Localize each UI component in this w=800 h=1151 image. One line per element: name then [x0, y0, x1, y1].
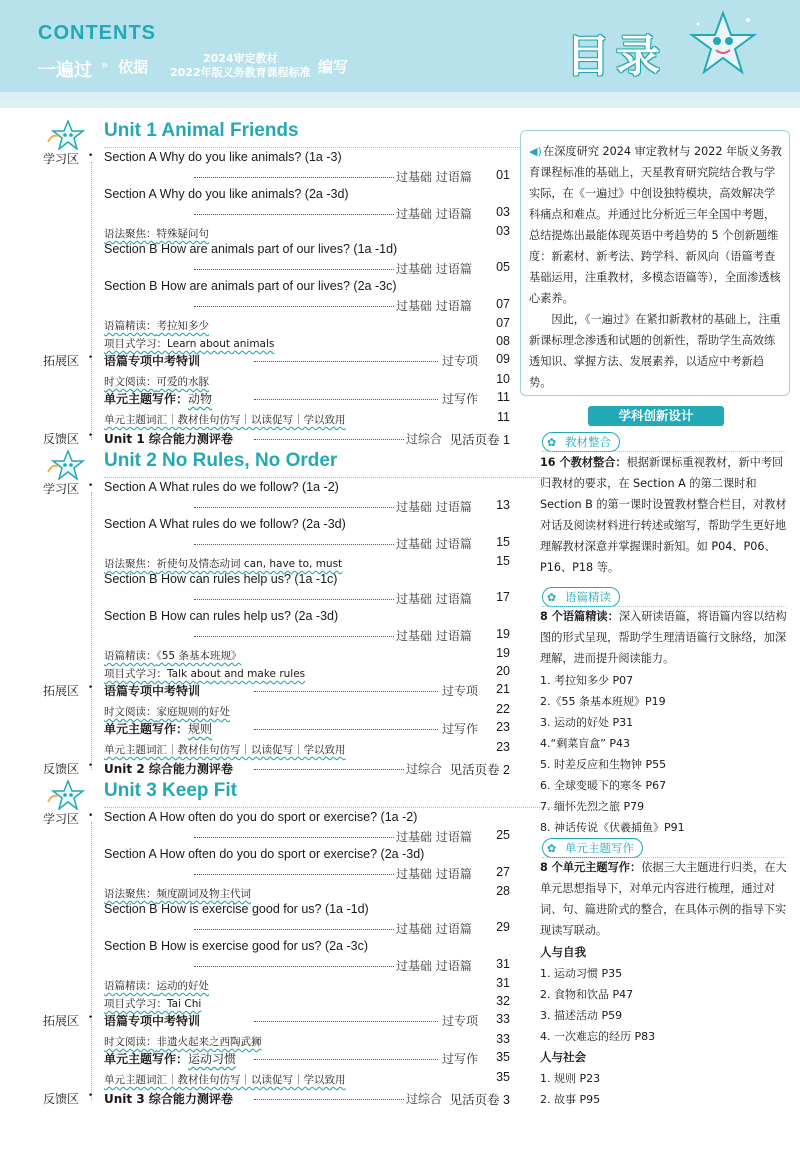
page-header: [0, 0, 800, 108]
leader-dots: [254, 1021, 438, 1022]
entry-page: 22: [496, 702, 510, 716]
entry-tag: 过基础 过语篇: [396, 959, 472, 973]
list-item: 2. 食物和饮品 P47: [540, 988, 634, 1001]
leader-dots: [254, 399, 438, 400]
entry-page: 23: [496, 740, 510, 754]
leader-dots: [254, 729, 438, 730]
entry-title: 《55 条基本班规》: [156, 650, 242, 662]
entry-tag: 过专项: [442, 684, 479, 698]
entry-tag: 过写作: [442, 392, 479, 406]
section-paragraph-textbook: [540, 452, 788, 578]
entry-label: 项目式学习：: [104, 338, 167, 350]
entry-page: 15: [496, 535, 510, 549]
entry-tag: 过写作: [442, 722, 479, 736]
entry-page: 31: [496, 976, 510, 990]
entry-page: 31: [496, 957, 510, 971]
toc-entry-sub[interactable]: [104, 886, 514, 901]
list-item: 4.“剩菜盲盒” P43: [540, 737, 631, 750]
entry-label: 语法聚焦：: [104, 228, 157, 240]
entry-title: 语篇专项中考特训: [104, 354, 201, 368]
entry-label: 语篇精读：: [104, 650, 157, 662]
toc-entry-sub[interactable]: [104, 704, 514, 719]
leader-dots: [194, 544, 394, 545]
intro-text: [529, 141, 783, 393]
toc-entry-sub[interactable]: [104, 336, 514, 351]
entry-title: 考拉知多少: [156, 320, 209, 332]
entry-page: 15: [496, 554, 510, 568]
entry-tag: 过专项: [442, 1014, 479, 1028]
zone-label: 学习区: [43, 152, 80, 166]
star-mascot-icon: [688, 10, 758, 80]
entry-tag: 过基础 过语篇: [396, 537, 472, 551]
entry-title: Section B How can rules help us? (1a -1c): [104, 572, 338, 586]
section-text: 深入研读语篇，将语篇内容以结构图的形式呈现，帮助学生理清语篇行文脉络，加深理解，进而提升阅读能力。: [540, 610, 787, 665]
entry-page: 11: [497, 410, 510, 424]
leader-dots: [194, 966, 394, 967]
list-item: 1. 运动习惯 P35: [540, 967, 623, 980]
entry-title: 单元主题写作：: [104, 1052, 189, 1066]
entry-title: 单元主题写作：: [104, 722, 189, 736]
section-tag-writing: [542, 838, 643, 858]
zone-label: 拓展区: [43, 354, 80, 368]
entry-title: 特殊疑问句: [156, 228, 209, 240]
entry-label: 时文阅读：: [104, 376, 157, 388]
entry-title: Section A Why do you like animals? (1a -3): [104, 150, 342, 164]
zone-rule: [91, 822, 92, 1100]
header-band: [0, 0, 800, 92]
zone-label: 拓展区: [43, 684, 80, 698]
entry-tag: 过基础 过语篇: [396, 867, 472, 881]
toc-entry-sub[interactable]: [104, 1034, 514, 1049]
entry-page: 25: [496, 828, 510, 842]
toc-entry-sub[interactable]: [104, 996, 514, 1011]
mascot-icon: [44, 450, 90, 480]
toc-entry-special[interactable]: [104, 352, 514, 369]
badge-icon: ✿: [547, 591, 557, 604]
entry-title: Learn about animals: [167, 338, 275, 350]
toc-entry-sub[interactable]: [104, 412, 514, 427]
group-heading: 人与社会: [540, 1050, 586, 1064]
toc-entry-special[interactable]: [104, 682, 514, 699]
entry-title: 单元主题写作：: [104, 392, 189, 406]
list-item: 1. 规则 P23: [540, 1072, 601, 1085]
toc-entry-special[interactable]: [104, 1012, 514, 1029]
entry-title: 可爱的水豚: [156, 376, 209, 388]
entry-label: 单元主题词汇｜教材佳句仿写｜以读促写｜学以致用: [104, 1074, 346, 1086]
zone-rule: [91, 492, 92, 770]
toc-entry-sub[interactable]: [104, 556, 514, 571]
entry-title: Section A How often do you do sport or exercise? (1a -2): [104, 810, 418, 824]
zone-bullet-icon: •: [88, 353, 94, 363]
entry-tag: 过基础 过语篇: [396, 207, 472, 221]
entry-page: 07: [496, 316, 510, 330]
toc-entry-review[interactable]: [104, 1090, 514, 1107]
entry-title: Section B How can rules help us? (2a -3d): [104, 609, 339, 623]
zone-bullet-icon: •: [88, 761, 94, 771]
leader-dots: [194, 874, 394, 875]
mascot-icon: [44, 120, 90, 150]
zone-label: 反馈区: [43, 762, 80, 776]
entry-tag: 过综合: [406, 432, 443, 446]
zone-bullet-icon: •: [88, 151, 94, 161]
unit-divider: [104, 477, 558, 478]
entry-label: 单元主题词汇｜教材佳句仿写｜以读促写｜学以致用: [104, 744, 346, 756]
entry-page: 19: [496, 627, 510, 641]
zone-rule: [91, 162, 92, 440]
entry-title: Section A What rules do we follow? (1a -2): [104, 480, 339, 494]
list-item: 8. 神话传说《伏羲捕鱼》P91: [540, 821, 685, 834]
entry-tag: 过综合: [406, 762, 443, 776]
design-title: 学科创新设计: [588, 406, 724, 426]
list-item: 3. 描述活动 P59: [540, 1009, 623, 1022]
zone-bullet-icon: •: [88, 683, 94, 693]
leader-dots: [194, 636, 394, 637]
unit-title: Unit 1 Animal Friends: [104, 120, 299, 141]
entry-page: 20: [496, 664, 510, 678]
entry-label: 语篇精读：: [104, 320, 157, 332]
section-tag-reading: [542, 587, 620, 607]
entry-title: Section B How is exercise good for us? (1a -1d): [104, 902, 369, 916]
list-item: 4. 一次难忘的经历 P83: [540, 1030, 656, 1043]
zone-bullet-icon: •: [88, 1091, 94, 1101]
list-item: 5. 时差反应和生物钟 P55: [540, 758, 667, 771]
entry-page: 33: [496, 1032, 510, 1046]
entry-label: 时文阅读：: [104, 1036, 157, 1048]
entry-tag: 过基础 过语篇: [396, 170, 472, 184]
entry-tag: 过基础 过语篇: [396, 629, 472, 643]
writing-group-2: [540, 1047, 788, 1110]
leader-dots: [194, 177, 394, 178]
toc-entry-review[interactable]: [104, 760, 514, 777]
entry-title: Tai Chi: [167, 998, 202, 1010]
entry-page: 10: [496, 372, 510, 386]
zone-label: 拓展区: [43, 1014, 80, 1028]
writing-group-1: [540, 942, 788, 1047]
double-arrow-icon: »: [101, 58, 109, 72]
section-paragraph-writing: [540, 857, 788, 941]
entry-title: Section A What rules do we follow? (2a -3d): [104, 517, 346, 531]
entry-title: 语篇专项中考特训: [104, 1014, 201, 1028]
standard-line-1: 2024审定教材: [203, 52, 278, 65]
toc-entry-sub[interactable]: [104, 666, 514, 681]
entry-extra: 运动习惯: [188, 1052, 237, 1066]
toc-entry-sub[interactable]: [104, 226, 514, 241]
writing-list-1: [540, 963, 788, 1047]
entry-tag: 过基础 过语篇: [396, 922, 472, 936]
zone-label: 反馈区: [43, 1092, 80, 1106]
section-lead: 8 个单元主题写作：: [540, 861, 642, 874]
entry-title: Section A Why do you like animals? (2a -3d): [104, 187, 349, 201]
entry-page: 35: [496, 1070, 510, 1084]
entry-page: 见活页卷 1: [449, 433, 510, 447]
leader-dots: [194, 269, 394, 270]
entry-page: 29: [496, 920, 510, 934]
unit-header: [44, 780, 514, 808]
entry-page: 01: [496, 168, 510, 182]
unit-header: [44, 450, 514, 478]
leader-dots: [254, 1099, 404, 1100]
unit-title: Unit 3 Keep Fit: [104, 780, 238, 801]
entry-label: 时文阅读：: [104, 706, 157, 718]
entry-tag: 过综合: [406, 1092, 443, 1106]
entry-tag: 过基础 过语篇: [396, 299, 472, 313]
contents-label: CONTENTS: [38, 22, 156, 44]
toc-entry-sub[interactable]: [104, 318, 514, 333]
section-tag-label: 教材整合: [565, 435, 611, 449]
leader-dots: [194, 599, 394, 600]
toc-entry-special[interactable]: [104, 1050, 514, 1067]
entry-tag: 过基础 过语篇: [396, 592, 472, 606]
entry-page: 03: [496, 205, 510, 219]
entry-title: 频度副词及物主代词: [156, 888, 251, 900]
zone-bullet-icon: •: [88, 481, 94, 491]
entry-label: 语篇精读：: [104, 980, 157, 992]
toc-entry-review[interactable]: [104, 430, 514, 447]
entry-page: 11: [497, 390, 510, 404]
entry-title: Section B How are animals part of our lives? (1a -1d): [104, 242, 398, 256]
entry-page: 17: [496, 590, 510, 604]
entry-tag: 过基础 过语篇: [396, 500, 472, 514]
unit-title: Unit 2 No Rules, No Order: [104, 450, 338, 471]
entry-page: 27: [496, 865, 510, 879]
section-text: 依据三大主题进行归类，在大单元思想指导下，对单元内容进行梳理，通过对词、句、篇进阶式的整合，在具体示例的指导下实现读写联动。: [540, 861, 787, 937]
leader-dots: [254, 691, 438, 692]
standard-label: [170, 52, 311, 80]
entry-page: 33: [496, 1012, 510, 1026]
entry-page: 13: [496, 498, 510, 512]
badge-icon: ✿: [547, 436, 557, 449]
entry-title: 语篇专项中考特训: [104, 684, 201, 698]
intro-paragraph-1: 在深度研究 2024 审定教材与 2022 年版义务教育课程标准的基础上，天星教育研究院结合教与学实际，在《一遍过》中创设独特模块，高效解决学科痛点和难点。并通过比分析近三年全国中考题，总结提炼出最能体现英语中考趋势的 5 个创新题维度：新素材、新考法、跨学科、新风向（语篇考查基础运用，注重教材，多模态语篇等），全面渗透核心素养。: [529, 145, 782, 305]
entry-extra: 规则: [188, 722, 213, 736]
entry-page: 09: [496, 352, 510, 366]
unit-divider: [104, 147, 558, 148]
zone-bullet-icon: •: [88, 431, 94, 441]
yiju-label: 依据: [118, 58, 149, 76]
entry-title: Talk about and make rules: [167, 668, 306, 680]
entry-title: Unit 2 综合能力测评卷: [104, 762, 233, 776]
zone-label: 学习区: [43, 482, 80, 496]
bianxie-label: 编写: [318, 58, 349, 76]
entry-title: Section B How is exercise good for us? (2a -3c): [104, 939, 369, 953]
unit-header: [44, 120, 514, 148]
intro-paragraph-2: 因此，《一遍过》在紧扣新教材的基础上，注重新课标理念渗透和试题的创新性，帮助学生高效练透知识、掌握方法、发展素养，以适应中考新趋势。: [529, 313, 781, 389]
leader-dots: [254, 361, 438, 362]
entry-title: Unit 1 综合能力测评卷: [104, 432, 233, 446]
toc-entry-sub[interactable]: [104, 648, 514, 663]
list-item: 6. 全球变暖下的寒冬 P67: [540, 779, 667, 792]
leader-dots: [254, 439, 404, 440]
entry-extra: 动物: [188, 392, 213, 406]
entry-label: 语法聚焦：: [104, 888, 157, 900]
list-item: 1. 考拉知多少 P07: [540, 674, 634, 687]
entry-page: 见活页卷 2: [449, 763, 510, 777]
leader-dots: [254, 1059, 438, 1060]
section-tag-label: 语篇精读: [565, 590, 611, 604]
page-title: 目录: [566, 31, 666, 82]
entry-label: 项目式学习：: [104, 998, 167, 1010]
entry-title: Section A How often do you do sport or exercise? (2a -3d): [104, 847, 425, 861]
reading-list: [540, 670, 788, 838]
section-lead: 8 个语篇精读：: [540, 610, 619, 623]
intro-box: [520, 130, 790, 396]
leader-dots: [194, 507, 394, 508]
entry-title: Unit 3 综合能力测评卷: [104, 1092, 233, 1106]
toc-entry-sub[interactable]: [104, 1072, 514, 1087]
section-tag-label: 单元主题写作: [565, 841, 634, 855]
leader-dots: [194, 929, 394, 930]
leader-dots: [194, 837, 394, 838]
badge-icon: ✿: [547, 842, 557, 855]
leader-dots: [194, 214, 394, 215]
entry-page: 35: [496, 1050, 510, 1064]
entry-title: Section B How are animals part of our lives? (2a -3c): [104, 279, 397, 293]
entry-page: 08: [496, 334, 510, 348]
list-item: 3. 运动的好处 P31: [540, 716, 634, 729]
entry-page: 07: [496, 297, 510, 311]
entry-page: 05: [496, 260, 510, 274]
entry-page: 21: [496, 682, 510, 696]
toc-entry-special[interactable]: [104, 390, 514, 407]
entry-title: 运动的好处: [156, 980, 209, 992]
list-item: 2. 故事 P95: [540, 1093, 601, 1106]
entry-title: 非遗火起来之西陶武狮: [156, 1036, 262, 1048]
brand-name: 一遍过: [38, 60, 92, 80]
entry-page: 03: [496, 224, 510, 238]
list-item: 2.《55 条基本班规》P19: [540, 695, 666, 708]
toc-entry-special[interactable]: [104, 720, 514, 737]
entry-page: 23: [496, 720, 510, 734]
zone-bullet-icon: •: [88, 1013, 94, 1023]
list-item: 7. 缅怀先烈之旅 P79: [540, 800, 645, 813]
entry-tag: 过写作: [442, 1052, 479, 1066]
writing-list-2: [540, 1068, 788, 1110]
entry-page: 32: [496, 994, 510, 1008]
zone-bullet-icon: •: [88, 811, 94, 821]
section-lead: 16 个教材整合：: [540, 456, 627, 469]
entry-label: 语法聚焦：: [104, 558, 157, 570]
entry-page: 见活页卷 3: [449, 1093, 510, 1107]
leader-dots: [254, 769, 404, 770]
zone-label: 学习区: [43, 812, 80, 826]
entry-label: 项目式学习：: [104, 668, 167, 680]
section-paragraph-reading: [540, 606, 788, 669]
toc-entry-sub[interactable]: [104, 374, 514, 389]
section-text: 根据新课标重视教材，新中考回归教材的要求，在 Section A 的第二课时和 Section B 的第一课时设置教材整合栏目，对教材对话及阅读材料进行转述或缩写，帮助学生更好地理解教材深意并掌握课时新知。如 P04、P06、P16、P18 等。: [540, 456, 787, 574]
leader-dots: [194, 306, 394, 307]
section-tag-textbook: [542, 432, 620, 452]
entry-tag: 过基础 过语篇: [396, 830, 472, 844]
toc-entry-sub[interactable]: [104, 742, 514, 757]
entry-title: 家庭规则的好处: [156, 706, 230, 718]
group-heading: 人与自我: [540, 945, 586, 959]
speaker-icon: ◀): [529, 145, 542, 158]
entry-title: 祈使句及情态动词 can, have to, must: [156, 558, 343, 570]
mascot-icon: [44, 780, 90, 810]
entry-label: 单元主题词汇｜教材佳句仿写｜以读促写｜学以致用: [104, 414, 346, 426]
entry-tag: 过基础 过语篇: [396, 262, 472, 276]
entry-page: 28: [496, 884, 510, 898]
entry-page: 19: [496, 646, 510, 660]
unit-divider: [104, 807, 558, 808]
toc-entry-sub[interactable]: [104, 978, 514, 993]
standard-line-2: 2022年版义务教育课程标准: [170, 66, 311, 79]
zone-label: 反馈区: [43, 432, 80, 446]
entry-tag: 过专项: [442, 354, 479, 368]
